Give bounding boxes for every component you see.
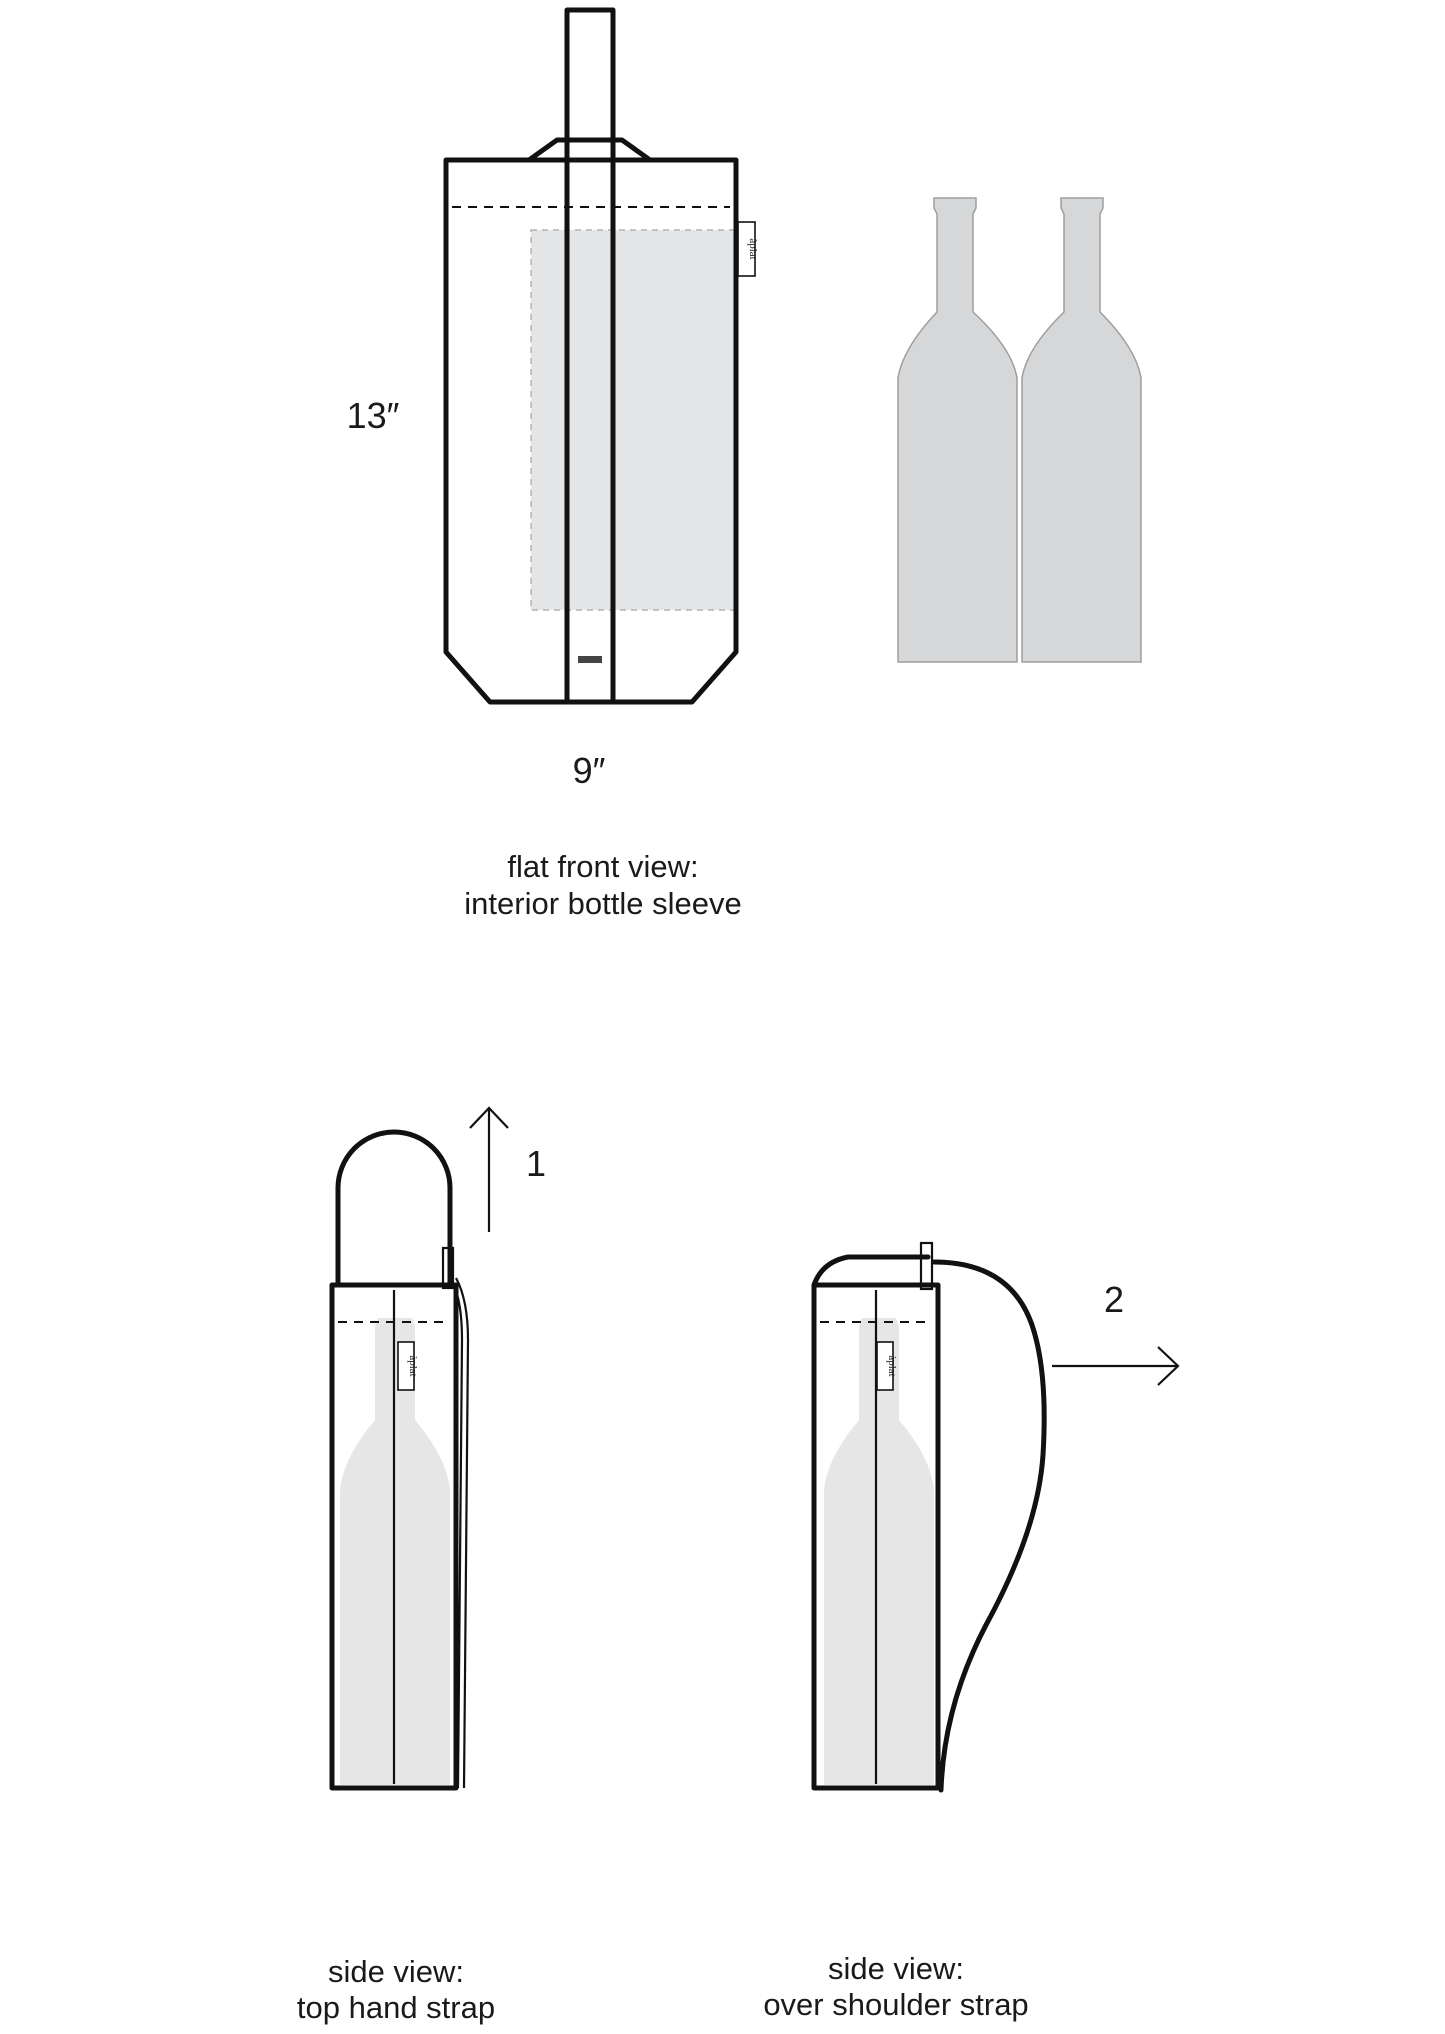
step-1-label: 1 [525, 1143, 547, 1184]
shoulder-strap [934, 1262, 1044, 1790]
hand-caption-line2: top hand strap [296, 1990, 496, 2025]
front-view [347, 10, 759, 921]
shoulder-strap-buckle [921, 1243, 932, 1289]
width-label: 9″ [572, 750, 606, 791]
shoulder-brand-tag: àplat [886, 1355, 898, 1377]
front-collar [529, 140, 650, 160]
shoulder-caption-line1: side view: [827, 1951, 965, 1986]
front-caption-line1: flat front view: [507, 849, 699, 884]
front-brand-tag: àplat [747, 238, 759, 260]
hand-brand-tag: àplat [407, 1355, 419, 1377]
bottles [898, 198, 1141, 662]
bottle-left [898, 198, 1017, 662]
front-caption-line2: interior bottle sleeve [464, 886, 742, 921]
interior-sleeve [531, 230, 735, 610]
height-label: 13″ [346, 395, 400, 436]
hand-caption-line1: side view: [327, 1954, 465, 1989]
bottle-right [1022, 198, 1141, 662]
step-2-label: 2 [1103, 1279, 1125, 1320]
arrow-up-icon [470, 1108, 508, 1232]
shoulder-caption-line2: over shoulder strap [763, 1987, 1029, 2022]
hand-strap-loop [338, 1132, 450, 1285]
arrow-right-icon [1052, 1347, 1178, 1385]
side-view-hand [297, 1108, 546, 2025]
shoulder-top-fold [814, 1257, 928, 1285]
strap-buckle [578, 656, 602, 663]
side-view-shoulder [763, 1243, 1178, 2022]
